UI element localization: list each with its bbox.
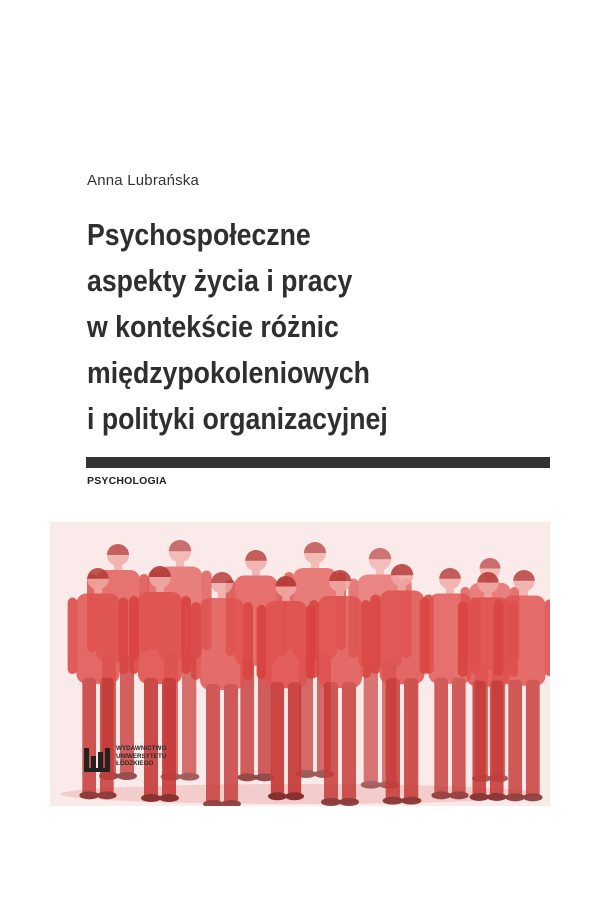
title-line: międzypokoleniowych [87,355,370,390]
title-line: aspekty życia i pracy [87,263,353,298]
publisher-name [116,745,166,768]
series-label: PSYCHOLOGIA [87,475,167,487]
publisher-block [82,744,166,774]
title-line: i polityki organizacyjnej [87,401,388,436]
publisher-line: UNIWERSYTETU [116,752,167,760]
title-line: Psychospołeczne [87,217,311,252]
author-name: Anna Lubrańska [87,172,200,189]
publisher-logo-icon [82,744,112,774]
title-line: w kontekście różnic [87,309,339,344]
title-divider [86,457,550,468]
book-cover [50,92,550,806]
publisher-line: ŁÓDZKIEGO [116,760,154,767]
publisher-line: WYDAWNICTWO [116,745,167,752]
book-title [87,212,465,442]
